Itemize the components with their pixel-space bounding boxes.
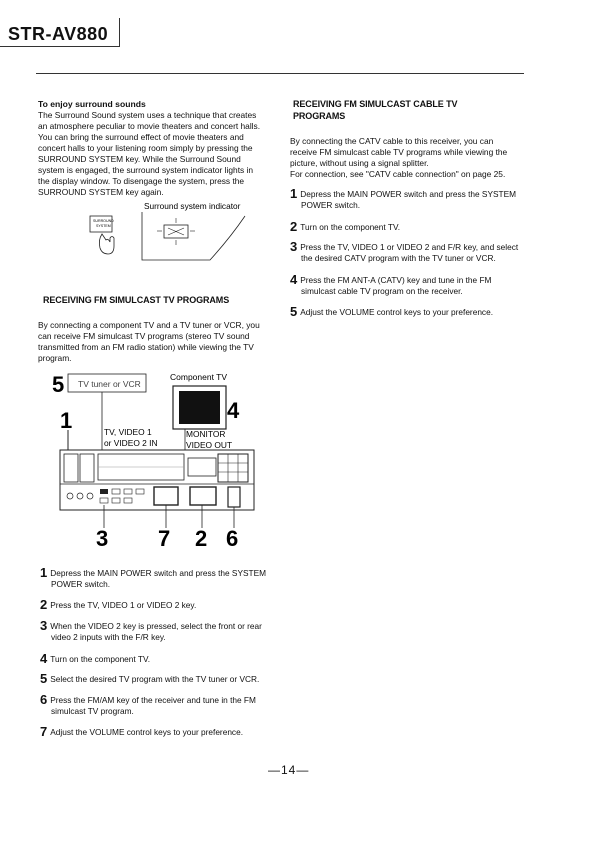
tuner-label: TV tuner or VCR (78, 379, 141, 389)
header-underline (0, 46, 120, 47)
catv-title-line-1: RECEIVING FM SIMULCAST CABLE TV (293, 99, 458, 109)
surround-line: system is engaged, the surround system indicator lights in (38, 165, 254, 175)
monitor-label-2: VIDEO OUT (186, 440, 233, 450)
step-number: 6 (40, 692, 48, 707)
step-number: 2 (290, 219, 298, 234)
pressing-finger-icon (99, 234, 114, 254)
catv-step: 1 Depress the MAIN POWER switch and press the SYSTEM POWER switch. (290, 186, 517, 210)
catv-step: 3 Press the TV, VIDEO 1 or VIDEO 2 and F/R key, and select the desired CATV program with the TV tuner or VCR. (290, 239, 519, 263)
fm-tv-intro-line: can receive FM simulcast TV programs (stereo TV sound (38, 331, 250, 341)
display-window-outline (142, 212, 245, 260)
catv-title-line-2: PROGRAMS (293, 111, 346, 121)
header-divider (119, 18, 120, 46)
callout-5: 5 (52, 372, 65, 397)
step-number: 4 (40, 651, 48, 666)
callout-7: 7 (158, 526, 171, 551)
fm-tv-step: 5 Select the desired TV program with the TV tuner or VCR. (40, 671, 260, 686)
callout-3: 3 (96, 526, 109, 551)
page-number: —14— (268, 763, 310, 777)
callout-6: 6 (226, 526, 239, 551)
fm-tv-title: RECEIVING FM SIMULCAST TV PROGRAMS (43, 295, 230, 305)
surround-line: You can bring the surround effect of movie theaters and (38, 132, 244, 142)
model-name: STR-AV880 (8, 24, 109, 44)
fm-tv-step: 3 When the VIDEO 2 key is pressed, select the front or rear video 2 inputs with the F/R key. (40, 618, 262, 642)
tv-label: Component TV (170, 372, 228, 382)
catv-step: 2 Turn on the component TV. (290, 219, 401, 234)
surround-title: To enjoy surround sounds (38, 99, 146, 109)
video-label-2: or VIDEO 2 IN (104, 438, 158, 448)
surround-line: The Surround Sound system uses a technique that creates (38, 110, 257, 120)
top-rule (36, 73, 524, 74)
step-number: 1 (40, 565, 48, 580)
catv-intro-line: For connection, see "CATV cable connection" on page 25. (290, 169, 506, 179)
callout-4: 4 (227, 398, 240, 423)
indicator-label: Surround system indicator (144, 201, 241, 211)
step-number: 1 (290, 186, 298, 201)
surround-line: SURROUND SYSTEM key again. (38, 187, 164, 197)
callout-1: 1 (60, 408, 73, 433)
fm-tv-intro-line: program. (38, 353, 72, 363)
step-number: 3 (40, 618, 48, 633)
surround-line: SURROUND SYSTEM key. While the Surround Sound (38, 154, 241, 164)
monitor-label-1: MONITOR (186, 429, 226, 439)
tv-screen (179, 391, 220, 424)
catv-intro-line: picture, without using a signal splitter. (290, 158, 429, 168)
video-label-1: TV, VIDEO 1 (104, 427, 152, 437)
fm-tv-step: 1 Depress the MAIN POWER switch and press the SYSTEM POWER switch. (40, 565, 267, 589)
fm-tv-intro (38, 320, 278, 364)
connection-diagram (50, 366, 265, 556)
fm-tv-step: 2 Press the TV, VIDEO 1 or VIDEO 2 key. (40, 597, 197, 612)
catv-intro-line: By connecting the CATV cable to this receiver, you can (290, 136, 494, 146)
surround-line: the display window. To disengage the system, press the (38, 176, 245, 186)
step-number: 5 (290, 304, 298, 319)
video-key (100, 489, 108, 494)
step-number: 5 (40, 671, 48, 686)
fm-tv-intro-line: By connecting a component TV and a TV tuner or VCR, you (38, 320, 260, 330)
surround-illustration (80, 198, 280, 280)
callout-2: 2 (195, 526, 208, 551)
key-label-surround: SURROUND (93, 219, 114, 223)
fm-tv-step: 4 Turn on the component TV. (40, 651, 151, 666)
surround-body (38, 110, 278, 198)
step-number: 2 (40, 597, 48, 612)
key-label-system: SYSTEM (96, 224, 111, 228)
step-number: 3 (290, 239, 298, 254)
fm-tv-step: 6 Press the FM/AM key of the receiver and tune in the FM simulcast TV program. (40, 692, 256, 716)
catv-step: 4 Press the FM ANT-A (CATV) key and tune in the FM simulcast cable TV program on the receiver. (290, 272, 492, 296)
surround-line: concert halls to your listening room simply by pressing the (38, 143, 253, 153)
fm-tv-step: 7 Adjust the VOLUME control keys to your preference. (40, 724, 243, 739)
fm-tv-intro-line: transmitted from an FM radio station) while viewing the TV (38, 342, 254, 352)
step-number: 4 (290, 272, 298, 287)
surround-line: an atmosphere peculiar to movie theaters and concert halls. (38, 121, 261, 131)
catv-step: 5 Adjust the VOLUME control keys to your preference. (290, 304, 493, 319)
catv-intro-line: receive FM simulcast cable TV programs while viewing the (290, 147, 508, 157)
step-number: 7 (40, 724, 48, 739)
catv-intro (290, 136, 550, 180)
